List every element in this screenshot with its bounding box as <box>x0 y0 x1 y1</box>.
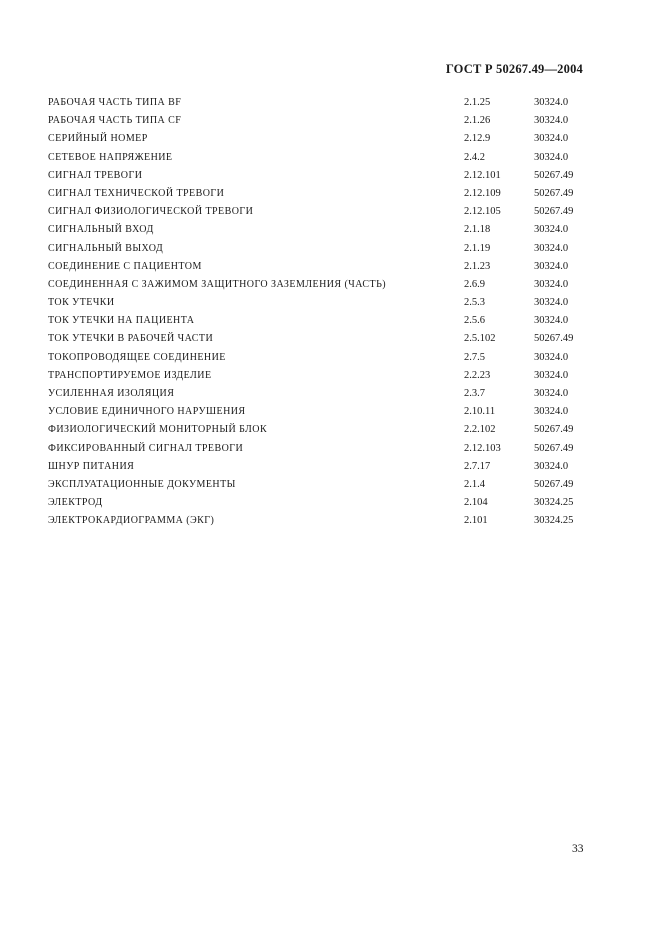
index-row <box>48 403 588 421</box>
standard-reference: 50267.49 <box>534 478 574 490</box>
term-label: СОЕДИНЕННАЯ С ЗАЖИМОМ ЗАЩИТНОГО ЗАЗЕМЛЕНИЯ (ЧАСТЬ) <box>48 278 387 290</box>
term-label: ТОК УТЕЧКИ НА ПАЦИЕНТА <box>48 315 195 327</box>
clause-number: 2.4.2 <box>464 151 485 163</box>
standard-reference: 30324.0 <box>534 151 569 163</box>
page-number: 33 <box>572 843 584 855</box>
term-label: ЭКСПЛУАТАЦИОННЫЕ ДОКУМЕНТЫ <box>48 478 236 490</box>
index-row <box>48 367 588 385</box>
index-row <box>48 149 588 167</box>
standard-reference: 50267.49 <box>534 206 574 218</box>
index-row <box>48 349 588 367</box>
term-label: СИГНАЛЬНЫЙ ВЫХОД <box>48 242 164 254</box>
term-label: УСИЛЕННАЯ ИЗОЛЯЦИЯ <box>48 388 175 399</box>
clause-number: 2.12.105 <box>464 206 501 218</box>
standard-reference: 30324.0 <box>534 351 569 363</box>
term-label: СИГНАЛЬНЫЙ ВХОД <box>48 224 154 236</box>
standard-reference: 30324.25 <box>534 497 574 509</box>
index-row <box>48 440 588 458</box>
term-label: ТОКОПРОВОДЯЩЕЕ СОЕДИНЕНИЕ <box>48 351 226 363</box>
index-row <box>48 185 588 203</box>
standard-header: ГОСТ Р 50267.49—2004 <box>445 62 583 76</box>
term-label: РАБОЧАЯ ЧАСТЬ ТИПА CF <box>48 115 182 127</box>
standard-reference: 30324.0 <box>534 369 569 381</box>
clause-number: 2.1.26 <box>464 115 491 127</box>
index-row <box>48 240 588 258</box>
clause-number: 2.2.23 <box>464 369 491 381</box>
term-index-table <box>48 94 588 531</box>
index-row <box>48 167 588 185</box>
index-row <box>48 512 588 530</box>
clause-number: 2.1.25 <box>464 97 491 108</box>
term-label: СИГНАЛ ФИЗИОЛОГИЧЕСКОЙ ТРЕВОГИ <box>48 206 254 218</box>
standard-reference: 30324.25 <box>534 515 574 527</box>
index-row <box>48 312 588 330</box>
term-label: СИГНАЛ ТРЕВОГИ <box>48 169 143 181</box>
index-row <box>48 330 588 348</box>
standard-reference: 30324.0 <box>534 224 569 236</box>
term-label: ТОК УТЕЧКИ <box>48 297 115 309</box>
term-label: УСЛОВИЕ ЕДИНИЧНОГО НАРУШЕНИЯ <box>48 406 246 418</box>
standard-reference: 50267.49 <box>534 442 574 454</box>
index-row <box>48 494 588 512</box>
index-row <box>48 94 588 112</box>
standard-reference: 30324.0 <box>534 133 569 145</box>
clause-number: 2.10.11 <box>464 406 496 418</box>
standard-reference: 30324.0 <box>534 260 569 272</box>
clause-number: 2.1.23 <box>464 260 491 272</box>
clause-number: 2.7.5 <box>464 351 485 363</box>
standard-reference: 30324.0 <box>534 315 569 327</box>
standard-reference: 30324.0 <box>534 242 569 254</box>
standard-reference: 30324.0 <box>534 278 569 290</box>
index-row <box>48 130 588 148</box>
index-row <box>48 385 588 403</box>
index-row <box>48 221 588 239</box>
term-label: РАБОЧАЯ ЧАСТЬ ТИПА BF <box>48 97 182 108</box>
index-row <box>48 112 588 130</box>
term-label: СИГНАЛ ТЕХНИЧЕСКОЙ ТРЕВОГИ <box>48 187 225 199</box>
clause-number: 2.5.6 <box>464 315 485 327</box>
index-row <box>48 294 588 312</box>
term-label: ЭЛЕКТРОД <box>48 497 103 509</box>
term-label: ЭЛЕКТРОКАРДИОГРАММА (ЭКГ) <box>48 515 215 527</box>
clause-number: 2.5.102 <box>464 333 496 345</box>
clause-number: 2.3.7 <box>464 388 485 399</box>
clause-number: 2.12.101 <box>464 169 501 181</box>
standard-reference: 30324.0 <box>534 406 569 418</box>
term-label: ШНУР ПИТАНИЯ <box>48 460 135 472</box>
standard-reference: 50267.49 <box>534 333 574 345</box>
clause-number: 2.5.3 <box>464 297 485 309</box>
standard-reference: 30324.0 <box>534 460 569 472</box>
clause-number: 2.1.4 <box>464 478 485 490</box>
term-label: ФИЗИОЛОГИЧЕСКИЙ МОНИТОРНЫЙ БЛОК <box>48 424 268 436</box>
clause-number: 2.6.9 <box>464 278 485 290</box>
index-row <box>48 476 588 494</box>
clause-number: 2.12.103 <box>464 442 501 454</box>
index-row <box>48 458 588 476</box>
standard-reference: 50267.49 <box>534 187 574 199</box>
index-row <box>48 421 588 439</box>
standard-reference: 50267.49 <box>534 169 574 181</box>
index-row <box>48 203 588 221</box>
clause-number: 2.104 <box>464 497 488 509</box>
clause-number: 2.101 <box>464 515 488 527</box>
standard-reference: 30324.0 <box>534 388 569 399</box>
clause-number: 2.12.9 <box>464 133 491 145</box>
standard-reference: 30324.0 <box>534 97 569 108</box>
term-label: СЕТЕВОЕ НАПРЯЖЕНИЕ <box>48 151 173 163</box>
clause-number: 2.1.18 <box>464 224 491 236</box>
index-row <box>48 276 588 294</box>
clause-number: 2.12.109 <box>464 187 501 199</box>
standard-reference: 50267.49 <box>534 424 574 436</box>
term-label: СЕРИЙНЫЙ НОМЕР <box>48 133 148 145</box>
standard-reference: 30324.0 <box>534 115 569 127</box>
standard-reference: 30324.0 <box>534 297 569 309</box>
clause-number: 2.1.19 <box>464 242 491 254</box>
clause-number: 2.7.17 <box>464 460 491 472</box>
index-row <box>48 258 588 276</box>
term-label: ТОК УТЕЧКИ В РАБОЧЕЙ ЧАСТИ <box>48 333 214 345</box>
term-label: ТРАНСПОРТИРУЕМОЕ ИЗДЕЛИЕ <box>48 369 212 381</box>
clause-number: 2.2.102 <box>464 424 496 436</box>
term-label: ФИКСИРОВАННЫЙ СИГНАЛ ТРЕВОГИ <box>48 442 244 454</box>
term-label: СОЕДИНЕНИЕ С ПАЦИЕНТОМ <box>48 260 202 272</box>
